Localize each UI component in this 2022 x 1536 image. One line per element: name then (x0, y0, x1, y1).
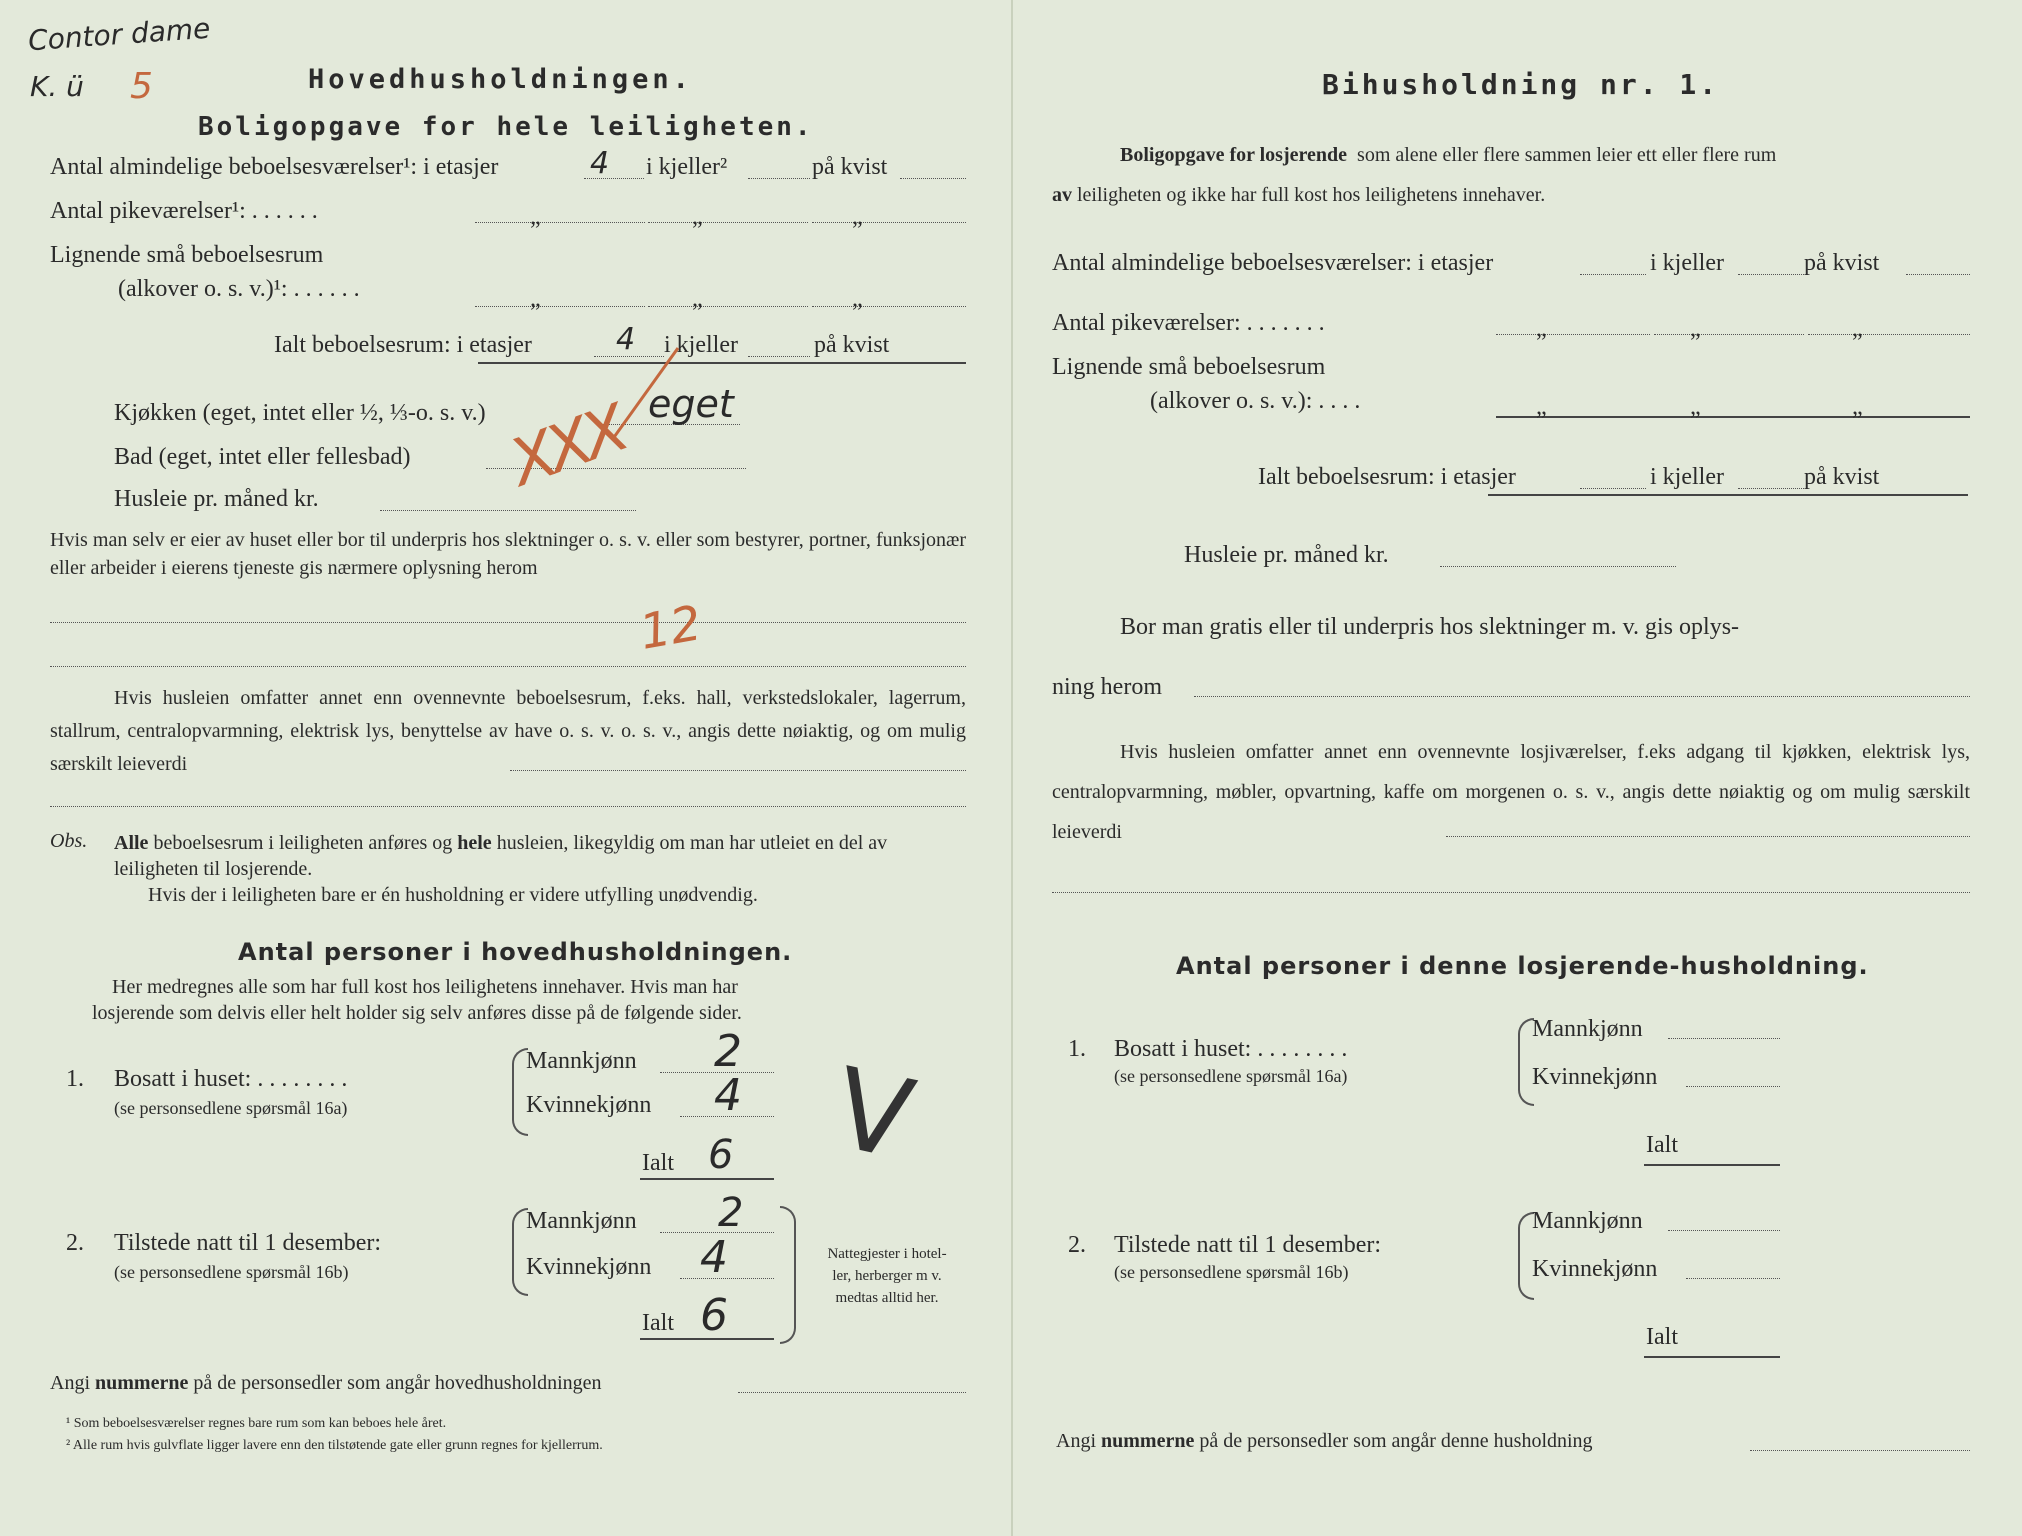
left-persons-intro2: losjerende som delvis eller helt holder sig selv anføres disse på de følgende sider. (92, 1002, 742, 1024)
left-husleie-line (380, 510, 636, 511)
right-item2-mann-line (1668, 1230, 1780, 1231)
obs-text-1: beboelsesrum i leiligheten anføres og (153, 832, 453, 854)
right-row1-kjeller: i kjeller (1650, 250, 1724, 276)
left-persons-intro1: Her medregnes alle som har full kost hos leilighetens innehaver. Hvis man har (112, 976, 738, 998)
left-item1-mann-label: Mannkjønn (526, 1048, 637, 1074)
right-item2-kvinne-line (1686, 1278, 1780, 1279)
left-para1-line2 (50, 666, 966, 667)
right-row1-label: Antal almindelige beboelsesværelser: i etasjer (1052, 250, 1494, 276)
left-para1-line1 (50, 622, 966, 623)
right-para: Hvis husleien omfatter annet enn ovennevnte losjiværelser, f.eks adgang til kjøkken, elektrisk lys, centralopvarmning, møbler, opvartning, kaffe om morgenen o. s. v., angis dette nøiaktig og om mulig særskilt leieverdi (1052, 741, 1970, 843)
right-row2-etasjer-line (1496, 334, 1650, 335)
right-item1-kvinne-line (1686, 1086, 1780, 1087)
left-row3-ditto-2: „ (692, 286, 703, 312)
left-row1-kvist-line (900, 178, 966, 179)
right-item1-label: Bosatt i huset: . . . . . . . . (1114, 1036, 1348, 1062)
right-row3-ditto-3: „ (1852, 394, 1863, 420)
left-item1-ialt-value: 6 (708, 1132, 734, 1178)
right-item2-sub: (se personsedlene spørsmål 16b) (1114, 1262, 1349, 1282)
right-angi-prefix: Angi (1056, 1430, 1096, 1452)
left-row1-kvist: på kvist (812, 154, 888, 180)
left-row2-ditto-1: „ (530, 204, 541, 230)
right-row1-kjeller-line (1738, 274, 1804, 275)
left-kjokken-label: Kjøkken (eget, intet eller ½, ⅓-o. s. v.) (114, 400, 486, 426)
right-intro-rest: som alene eller flere sammen leier ett eller flere rum (1357, 144, 1777, 166)
left-bad-label: Bad (eget, intet eller fellesbad) (114, 444, 411, 470)
obs-text (114, 830, 966, 882)
left-para1: Hvis man selv er eier av huset eller bor til underpris hos slektninger o. s. v. eller som bestyrer, portner, funksjonær eller arbeider i eierens tjeneste gis nærmere oplysning herom (50, 529, 966, 579)
left-item2-mann-value: 2 (718, 1190, 744, 1236)
annotation-contor-dame: Contor dame (27, 11, 212, 58)
red-xxx-mark: XXX (500, 392, 633, 502)
right-row2-label: Antal pikeværelser: . . . . . . . (1052, 310, 1325, 336)
right-row2-ditto-2: „ (1690, 316, 1701, 342)
left-item2-ialt-label: Ialt (642, 1310, 674, 1336)
left-row2-ditto-2: „ (692, 204, 703, 230)
left-subtitle: Boligopgave for hele leiligheten. (198, 112, 814, 142)
right-item1-ialt-line (1644, 1164, 1780, 1166)
right-item2-ialt-label: Ialt (1646, 1324, 1678, 1350)
left-item1-label: Bosatt i huset: . . . . . . . . (114, 1066, 348, 1092)
left-kjokken-value: eget (648, 382, 734, 426)
left-persons-title: Antal personer i hovedhusholdningen. (238, 938, 793, 966)
left-ialt-label: Ialt beboelsesrum: i etasjer (274, 332, 532, 358)
left-title: Hovedhusholdningen. (308, 64, 693, 95)
left-ialt-kjeller-line (748, 356, 810, 357)
annotation-number-5: 5 (130, 66, 153, 107)
right-row3-underline (1496, 416, 1970, 418)
nattegjester-line3: medtas alltid her. (835, 1290, 939, 1306)
right-para-line2 (1052, 892, 1970, 893)
left-row3-ditto-1: „ (530, 286, 541, 312)
left-row1-etasjer-value: 4 (590, 146, 610, 181)
right-row1-etasjer-line (1580, 274, 1646, 275)
right-row2-ditto-3: „ (1852, 316, 1863, 342)
left-item2-mann-label: Mannkjønn (526, 1208, 637, 1234)
left-angi-bold: nummerne (95, 1372, 189, 1394)
left-item2-label: Tilstede natt til 1 desember: (114, 1230, 382, 1256)
right-row1-kvist: på kvist (1804, 250, 1880, 276)
right-para-line1 (1446, 836, 1970, 837)
left-row3-kjeller-line (648, 306, 808, 307)
left-item1-kvinne-label: Kvinnekjønn (526, 1092, 652, 1118)
left-angi-rest: på de personsedler som angår hovedhusholdningen (193, 1372, 602, 1394)
right-intro-line2-wrap (1052, 184, 1545, 207)
left-row3-ditto-3: „ (852, 286, 863, 312)
right-ialt-underline (1488, 494, 1968, 496)
left-angi-prefix: Angi (50, 1372, 90, 1394)
right-item1-mann-label: Mannkjønn (1532, 1016, 1643, 1042)
obs-prefix: Obs. (50, 830, 88, 852)
right-angi-bold: nummerne (1101, 1430, 1195, 1452)
left-row2-label: Antal pikeværelser¹: . . . . . . (50, 198, 318, 224)
right-item1-kvinne-label: Kvinnekjønn (1532, 1064, 1658, 1090)
right-angi-rest: på de personsedler som angår denne husholdning (1199, 1430, 1593, 1452)
left-item1-kvinne-value: 4 (714, 1070, 742, 1121)
left-item2-kvinne-value: 4 (700, 1232, 728, 1283)
right-bor-fill-line (1194, 696, 1970, 697)
left-husleie-label: Husleie pr. måned kr. (114, 486, 319, 512)
left-item1-num: 1. (66, 1066, 84, 1092)
nattegjester-line2: ler, herberger m v. (832, 1268, 942, 1284)
right-row3-label2: (alkover o. s. v.): . . . . (1150, 388, 1361, 414)
right-ialt-kvist: på kvist (1804, 464, 1880, 490)
left-item2-right-brace (780, 1206, 796, 1344)
right-ialt-etasjer-line (1580, 488, 1646, 489)
right-row2-kvist-line (1808, 334, 1970, 335)
right-item1-num: 1. (1068, 1036, 1086, 1062)
left-item1-sub: (se personsedlene spørsmål 16a) (114, 1098, 348, 1118)
left-row3-label2: (alkover o. s. v.)¹: . . . . . . (118, 276, 360, 302)
left-row1-kjeller-line (748, 178, 810, 179)
right-intro-bold2: av (1052, 184, 1072, 206)
left-item2-num: 2. (66, 1230, 84, 1256)
check-mark: V (823, 1043, 924, 1185)
obs-bold-alle: Alle (114, 832, 149, 854)
right-persons-title: Antal personer i denne losjerende-husholdning. (1176, 952, 1869, 980)
left-para2: Hvis husleien omfatter annet enn ovennevnte beboelsesrum, f.eks. hall, verkstedslokaler, lagerrum, stallrum, centralopvarmning, elektrisk lys, benyttelse av have o. s. v. o. s. v., angis dette nøiaktig, og om mulig særskilt leieverdi (50, 687, 966, 775)
left-ialt-etasjer-value: 4 (616, 322, 636, 357)
right-item2-kvinne-label: Kvinnekjønn (1532, 1256, 1658, 1282)
right-ialt-label: Ialt beboelsesrum: i etasjer (1258, 464, 1516, 490)
right-angi-line (1056, 1430, 1593, 1453)
right-item2-mann-label: Mannkjønn (1532, 1208, 1643, 1234)
left-row2-kjeller-line (648, 222, 808, 223)
left-item2-sub: (se personsedlene spørsmål 16b) (114, 1262, 349, 1282)
right-item1-mann-line (1668, 1038, 1780, 1039)
left-angi-line (50, 1372, 602, 1395)
left-row2-kvist-line (812, 222, 966, 223)
left-row1-label: Antal almindelige beboelsesværelser¹: i etasjer (50, 154, 499, 180)
left-angi-fill-line (738, 1392, 966, 1393)
left-ialt-kjeller: i kjeller (664, 332, 738, 358)
right-intro-line2: leiligheten og ikke har full kost hos leilighetens innehaver. (1077, 184, 1546, 206)
right-item1-ialt-label: Ialt (1646, 1132, 1678, 1158)
footnote-1: ¹ Som beboelsesværelser regnes bare rum som kan beboes hele året. (66, 1416, 447, 1431)
obs-text-2: husleien, likegyldig om man har utleiet en del av leiligheten til losjerende. (114, 832, 888, 880)
right-ialt-kjeller: i kjeller (1650, 464, 1724, 490)
right-row2-ditto-1: „ (1536, 316, 1547, 342)
left-item2-ialt-value: 6 (700, 1290, 728, 1341)
right-item2-ialt-line (1644, 1356, 1780, 1358)
footnote-2: ² Alle rum hvis gulvflate ligger lavere enn den tilstøtende gate eller grunn regnes for kjellerrum. (66, 1438, 603, 1453)
obs-bold-hele: hele (457, 832, 492, 854)
left-row3-label1: Lignende små beboelsesrum (50, 242, 324, 268)
right-item1-sub: (se personsedlene spørsmål 16a) (1114, 1066, 1348, 1086)
right-item2-label: Tilstede natt til 1 desember: (1114, 1232, 1382, 1258)
annotation-k-u: K. ü (30, 70, 84, 103)
left-item1-ialt-line (640, 1178, 774, 1180)
red-slash-mark (600, 340, 690, 450)
right-item2-num: 2. (1068, 1232, 1086, 1258)
left-row1-kjeller: i kjeller² (646, 154, 728, 180)
right-angi-fill-line (1750, 1450, 1970, 1451)
right-row2-kjeller-line (1654, 334, 1804, 335)
obs-line2: Hvis der i leiligheten bare er én husholdning er videre utfylling unødvendig. (148, 884, 758, 906)
page-fold-divider (1011, 0, 1013, 1536)
left-para2-line1 (510, 770, 966, 771)
left-row2-etasjer-line (475, 222, 645, 223)
right-title: Bihusholdning nr. 1. (1322, 68, 1720, 101)
right-husleie-line (1440, 566, 1676, 567)
left-row2-ditto-3: „ (852, 204, 863, 230)
left-item1-mann-value: 2 (714, 1026, 742, 1077)
nattegjester-line1: Nattegjester i hotel- (827, 1246, 947, 1262)
red-number-12: 12 (635, 595, 706, 661)
right-intro-line1 (1120, 144, 1776, 167)
right-ialt-kjeller-line (1738, 488, 1804, 489)
right-row3-label1: Lignende små beboelsesrum (1052, 354, 1326, 380)
right-husleie-label: Husleie pr. måned kr. (1184, 542, 1389, 568)
left-para2-line2 (50, 806, 966, 807)
left-ialt-kvist: på kvist (814, 332, 890, 358)
right-row3-ditto-2: „ (1690, 394, 1701, 420)
right-intro-bold: Boligopgave for losjerende (1120, 144, 1348, 166)
right-bor-line1: Bor man gratis eller til underpris hos slektninger m. v. gis oplys- (1120, 614, 1740, 640)
right-bor-line2: ning herom (1052, 674, 1162, 700)
left-item2-kvinne-label: Kvinnekjønn (526, 1254, 652, 1280)
right-row3-ditto-1: „ (1536, 394, 1547, 420)
right-row1-kvist-line (1906, 274, 1970, 275)
left-item1-ialt-label: Ialt (642, 1150, 674, 1176)
left-ialt-underline (478, 362, 966, 364)
left-row3-kvist-line (812, 306, 966, 307)
left-row3-etasjer-line (475, 306, 645, 307)
